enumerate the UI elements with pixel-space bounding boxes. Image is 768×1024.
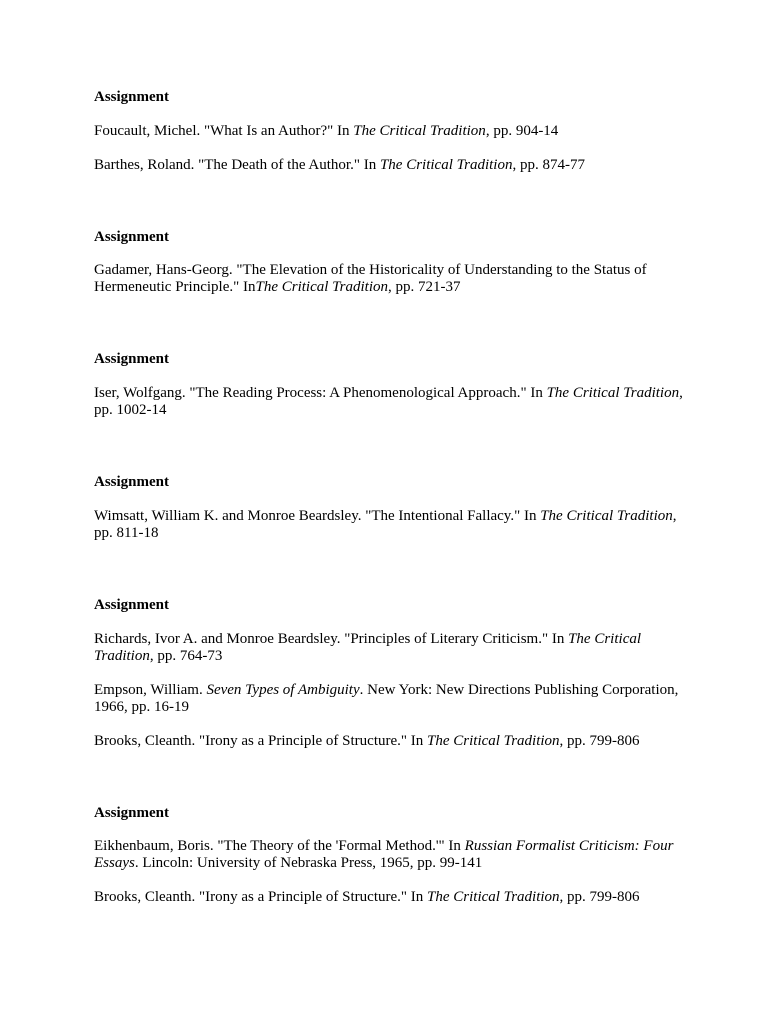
citation: Foucault, Michel. "What Is an Author?" In The Critical Tradition, pp. 904-14 [94,123,559,139]
citation: Wimsatt, William K. and Monroe Beardsley. "The Intentional Fallacy." In The Critical Tradition, pp. 811-18 [94,508,677,541]
citation: Iser, Wolfgang. "The Reading Process: A Phenomenological Approach." In The Critical Tradition, pp. 1002-14 [94,385,683,418]
section-heading: Assignment [94,89,170,105]
citation: Brooks, Cleanth. "Irony as a Principle of Structure." In The Critical Tradition, pp. 799-806 [94,889,640,905]
section-heading: Assignment [94,474,170,490]
citation: Gadamer, Hans-Georg. "The Elevation of the Historicality of Understanding to the Status of Hermeneutic Principle." InThe Critical Tradition, pp. 721-37 [94,262,647,295]
citation: Empson, William. Seven Types of Ambiguity. New York: New Directions Publishing Corporation, 1966, pp. 16-19 [94,682,679,715]
section-heading: Assignment [94,597,170,613]
citation: Richards, Ivor A. and Monroe Beardsley. "Principles of Literary Criticism." In The Critical Tradition, pp. 764-73 [94,631,642,664]
section-heading: Assignment [94,351,170,367]
citation: Eikhenbaum, Boris. "The Theory of the 'Formal Method.'" In Russian Formalist Criticism: Four Essays. Lincoln: University of Nebraska Press, 1965, pp. 99-141 [94,838,674,871]
citation: Barthes, Roland. "The Death of the Author." In The Critical Tradition, pp. 874-77 [94,157,585,173]
citation: Brooks, Cleanth. "Irony as a Principle of Structure." In The Critical Tradition, pp. 799-806 [94,733,640,749]
section-heading: Assignment [94,805,170,821]
section-heading: Assignment [94,229,170,245]
